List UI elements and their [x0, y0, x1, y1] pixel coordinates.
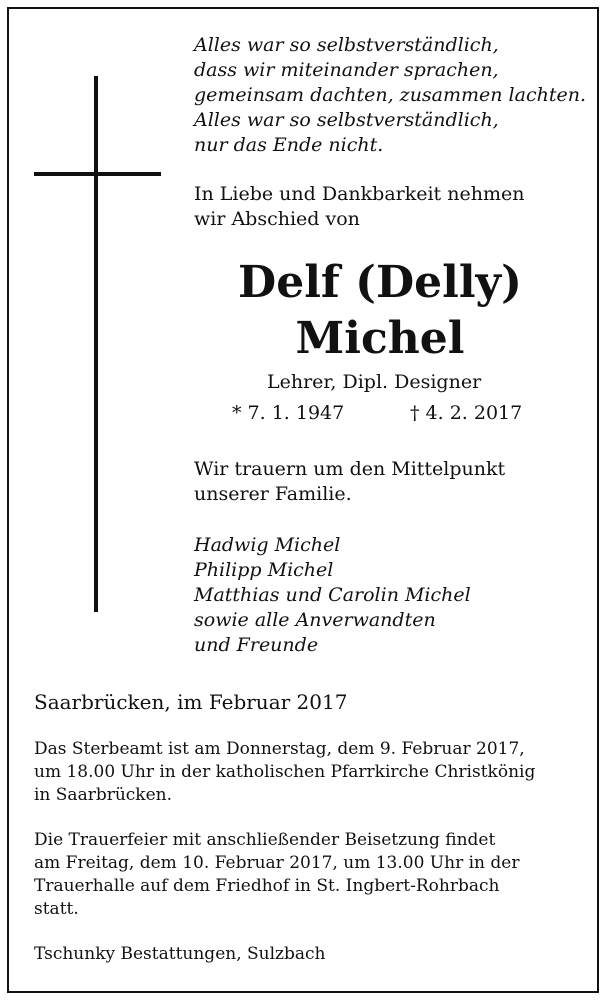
funeral-line: am Freitag, dem 10. Februar 2017, um 13.00 Uhr in der: [34, 853, 520, 873]
service-line: um 18.00 Uhr in der katholischen Pfarrkirche Christkönig: [34, 762, 536, 782]
service-line: Das Sterbeamt ist am Donnerstag, dem 9. Februar 2017,: [34, 739, 525, 759]
family-member: sowie alle Anverwandten: [194, 609, 436, 631]
deceased-name-last: Michel: [295, 313, 465, 364]
family-member: Philipp Michel: [194, 559, 334, 581]
birth-date: * 7. 1. 1947: [232, 402, 345, 424]
family-member: Matthias und Carolin Michel: [194, 584, 471, 606]
service-info: [34, 738, 574, 807]
poem-line: gemeinsam dachten, zusammen lachten.: [194, 84, 586, 106]
poem: [194, 33, 586, 158]
intro-line: wir Abschied von: [194, 208, 360, 230]
poem-line: nur das Ende nicht.: [194, 134, 384, 156]
poem-line: Alles war so selbstverständlich,: [194, 109, 499, 131]
funeral-line: Die Trauerfeier mit anschließender Beisetzung findet: [34, 830, 496, 850]
intro-text: [194, 182, 574, 232]
cross-icon-horizontal-bar: [34, 172, 161, 176]
poem-line: dass wir miteinander sprachen,: [194, 59, 499, 81]
funeral-line: Trauerhalle auf dem Friedhof in St. Ingbert-Rohrbach: [34, 876, 500, 896]
mourning-line: Wir trauern um den Mittelpunkt: [194, 458, 506, 480]
undertaker: Tschunky Bestattungen, Sulzbach: [34, 944, 326, 964]
mourning-text: [194, 457, 574, 507]
funeral-line: statt.: [34, 899, 79, 919]
family-signatories: [194, 533, 574, 658]
family-member: und Freunde: [194, 634, 319, 656]
service-line: in Saarbrücken.: [34, 785, 173, 805]
poem-line: Alles war so selbstverständlich,: [194, 34, 499, 56]
deceased-name-first: Delf (Delly): [238, 257, 522, 308]
place-date: Saarbrücken, im Februar 2017: [34, 690, 348, 714]
profession: Lehrer, Dipl. Designer: [267, 371, 482, 393]
family-member: Hadwig Michel: [194, 534, 341, 556]
cross-icon-vertical-bar: [94, 76, 98, 612]
funeral-info: [34, 829, 574, 921]
mourning-line: unserer Familie.: [194, 483, 352, 505]
death-date: † 4. 2. 2017: [410, 402, 523, 424]
intro-line: In Liebe und Dankbarkeit nehmen: [194, 183, 525, 205]
